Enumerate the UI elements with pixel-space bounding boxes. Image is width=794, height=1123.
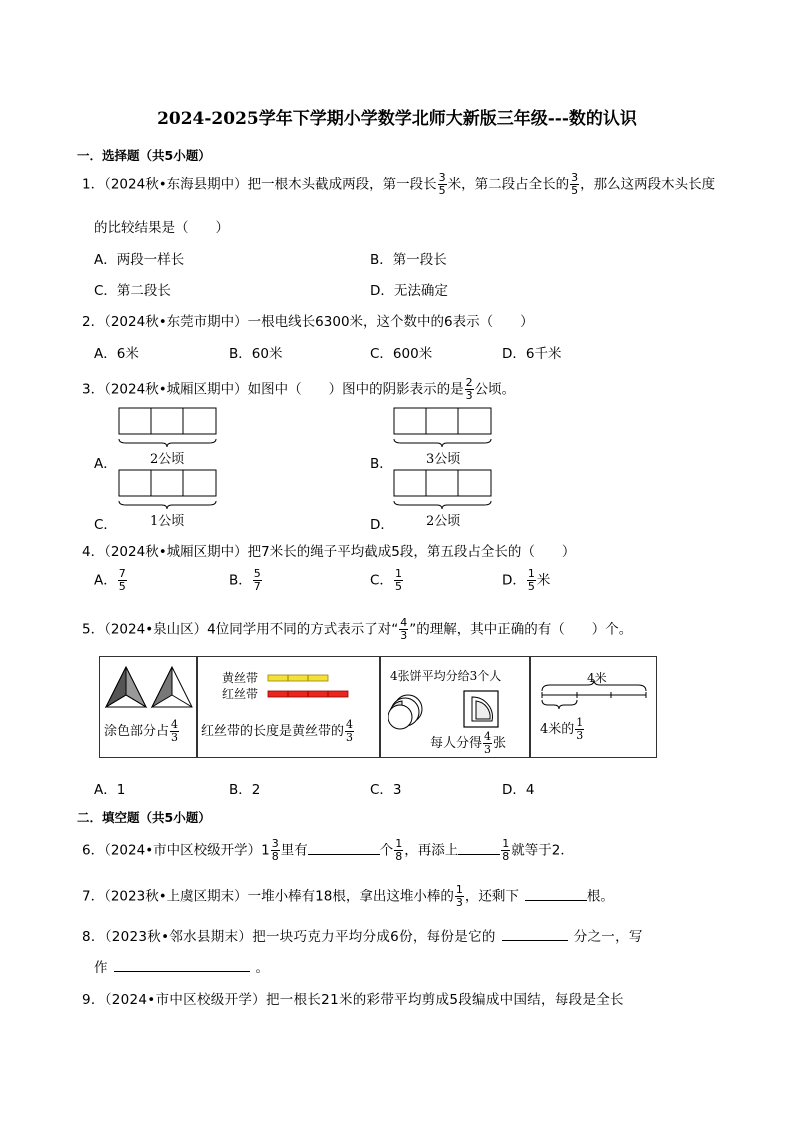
question-2: 2．（2024秋•东莞市期中）一根电线长6300米，这个数中的6表示（ ）	[82, 314, 534, 330]
option-a[interactable]: A．6米	[94, 346, 139, 362]
question-source: （2024秋•城厢区期中）	[104, 381, 248, 398]
answer-blank[interactable]	[502, 926, 568, 941]
question-9: 9．（2024•市中区校级开学）把一根长21米的彩带平均剪成5段编成中国结，每段是全长	[82, 992, 624, 1008]
option-a[interactable]: A． $\frac{7}{5}$	[94, 567, 126, 593]
option-b[interactable]: B． $\frac{5}{7}$	[229, 567, 261, 593]
option-a[interactable]: A．两段一样长	[94, 252, 185, 268]
question-6: 6．（2024•市中区校级开学）1 $\frac{3}{8}$ 里有 个 $\frac{1}{8}$ ，再添上 $\frac{1}{8}$ 就等于2．	[82, 837, 574, 863]
question-5: 5．（2024•泉山区）4位同学用不同的方式表示了对“ $\frac{4}{3}$ ”的理解，其中正确的有（ ）个。	[82, 616, 633, 642]
question-source: （2024秋•东莞市期中）	[104, 314, 248, 330]
question-8: 8．（2023秋•邻水县期末）把一块巧克力平均分成6份，每份是它的 分之一，写	[82, 925, 643, 945]
option-d[interactable]: D． $\frac{1}{5}$ 米	[502, 567, 551, 593]
option-b[interactable]: B．第一段长	[370, 252, 447, 268]
q5-figure	[99, 656, 657, 758]
red-ribbon-label: 红丝带	[222, 687, 259, 701]
pancakes-figure	[388, 687, 528, 737]
section-heading-choice: 一．选择题（共5小题）	[77, 148, 211, 163]
question-source: （2024•市中区校级开学）	[104, 842, 262, 859]
option-d[interactable]: D．6千米	[502, 346, 562, 362]
diagram-label: 3公顷	[426, 452, 461, 467]
panel1-caption: 涂色部分占 $\frac{4}{3}$	[104, 718, 179, 744]
option-c[interactable]: C． $\frac{1}{5}$	[370, 567, 402, 593]
option-c[interactable]: C．第二段长	[94, 283, 171, 299]
fraction: $\frac{3}{5}$	[438, 171, 446, 197]
option-d[interactable]: D．	[370, 517, 394, 533]
triangles-figure	[104, 663, 194, 711]
question-source: （2024•泉山区）	[104, 621, 208, 638]
question-1-line2: 的比较结果是（ ）	[94, 220, 229, 236]
yellow-ribbon-label: 黄丝带	[222, 671, 259, 685]
option-b[interactable]: B．60米	[229, 346, 283, 362]
option-c[interactable]: C．3	[370, 782, 402, 798]
question-8-line2: 作 。	[94, 956, 269, 976]
fraction: $\frac{2}{3}$	[465, 376, 473, 402]
answer-blank[interactable]	[525, 886, 587, 901]
ribbons-figure	[267, 673, 357, 703]
panel3-heading: 4张饼平均分给3个人	[390, 669, 502, 683]
section-heading-fill: 二．填空题（共5小题）	[77, 810, 211, 825]
panel2-caption: 红丝带的长度是黄丝带的 $\frac{4}{3}$	[201, 718, 354, 744]
option-c[interactable]: C．600米	[370, 346, 433, 362]
option-b[interactable]: B．2	[229, 782, 261, 798]
option-a[interactable]: A．1	[94, 782, 126, 798]
panel4-caption: 4米的 $\frac{1}{3}$	[540, 716, 584, 742]
question-1: 1．（2024秋•东海县期中）把一根木头截成两段，第一段长 $\frac{3}{5}$ 米，第二段占全长的 $\frac{3}{5}$ ，那么这两段木头长度	[82, 171, 716, 197]
brace-figure	[538, 679, 653, 719]
answer-blank[interactable]	[114, 957, 250, 972]
question-3: 3．（2024秋•城厢区期中）如图中（ ）图中的阴影表示的是 $\frac{2}{3}$ 公顷。	[82, 376, 516, 402]
panel3-caption: 每人分得 $\frac{4}{3}$ 张	[430, 730, 507, 756]
question-source: （2024秋•城厢区期中）	[104, 544, 248, 560]
fraction: $\frac{3}{5}$	[571, 171, 579, 197]
option-d[interactable]: D．无法确定	[370, 283, 448, 299]
fraction: $\frac{4}{3}$	[400, 616, 408, 642]
option-c[interactable]: C．	[94, 517, 117, 533]
answer-blank[interactable]	[308, 840, 380, 855]
question-4: 4．（2024秋•城厢区期中）把7米长的绳子平均截成5段，第五段占全长的（ ）	[82, 544, 576, 560]
answer-blank[interactable]	[458, 840, 500, 855]
diagram-label: 2公顷	[426, 514, 461, 529]
diagram-label: 2公顷	[150, 452, 185, 467]
question-7: 7．（2023秋•上虞区期末）一堆小棒有18根，拿出这堆小棒的 $\frac{1}{3}$ ，还剩下 根。	[82, 883, 614, 909]
option-b[interactable]: B．	[370, 456, 393, 472]
option-d[interactable]: D．4	[502, 782, 535, 798]
question-source: （2024•市中区校级开学）	[104, 992, 266, 1008]
option-a[interactable]: A．	[94, 456, 117, 472]
page-title: 2024-2025学年下学期小学数学北师大新版三年级---数的认识	[157, 109, 637, 129]
length-label: 4米	[587, 671, 607, 685]
question-source: （2023秋•邻水县期末）	[104, 929, 253, 945]
diagram-label: 1公顷	[150, 514, 185, 529]
question-source: （2023秋•上虞区期末）	[104, 888, 248, 905]
question-source: （2024秋•东海县期中）	[104, 176, 248, 193]
